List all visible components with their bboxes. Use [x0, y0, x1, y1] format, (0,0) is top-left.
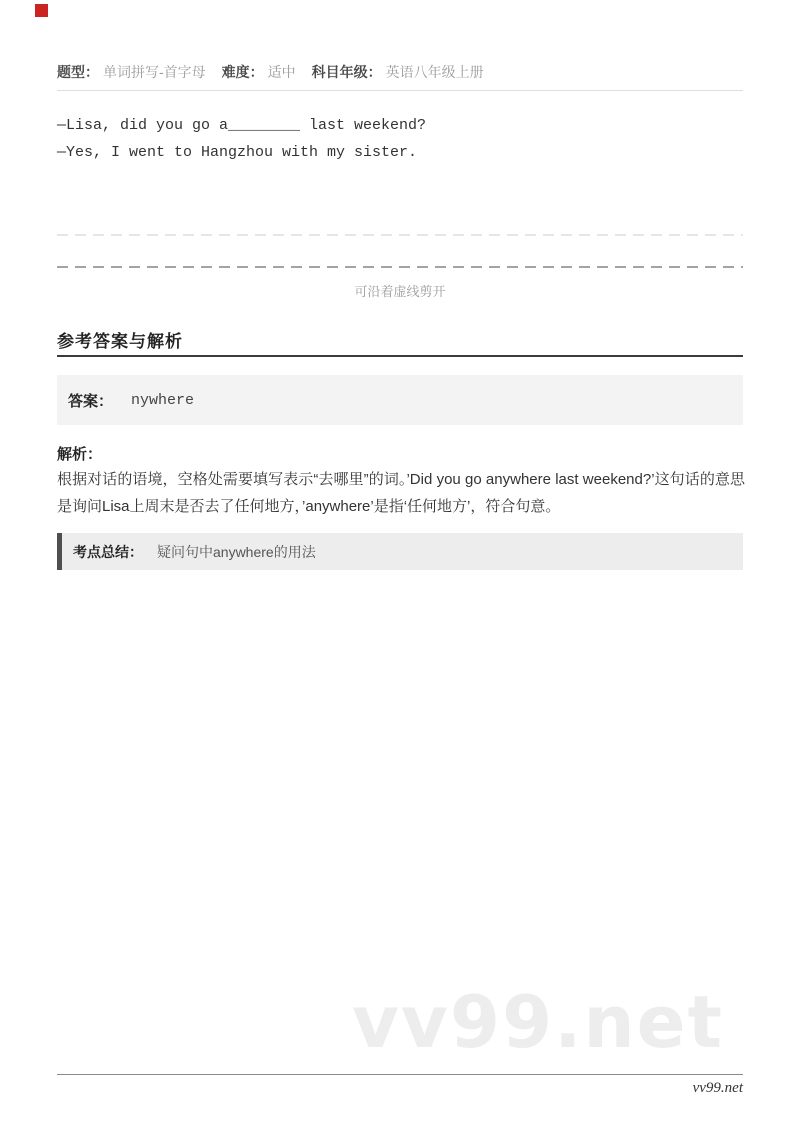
answer-section-title: 参考答案与解析 [57, 332, 183, 351]
meta-subject-label: 科目年级： [311, 64, 382, 80]
meta-type-value: 单词拼写-首字母 [103, 64, 206, 80]
keypoint-label: 考点总结： [73, 543, 143, 560]
keypoint-summary-box [57, 533, 743, 570]
header-divider [57, 90, 743, 91]
keypoint-value: 疑问句中anywhere的用法 [157, 543, 316, 560]
meta-difficulty-value: 适中 [267, 64, 296, 80]
answer-box [57, 375, 743, 425]
cut-line-top [57, 234, 743, 236]
question-line-2: —Yes, I went to Hangzhou with my sister. [57, 144, 418, 161]
cut-hint-text: 可沿着虚线剪开 [354, 284, 446, 299]
red-corner-marker [35, 4, 48, 17]
meta-type-label: 题型： [57, 64, 99, 80]
question-text [57, 112, 743, 166]
cut-line-bottom [57, 266, 743, 268]
meta-difficulty-label: 难度： [221, 64, 264, 80]
analysis-label: 解析： [57, 446, 103, 463]
site-watermark: vv99.net [352, 980, 724, 1064]
footer-divider [57, 1074, 743, 1075]
answer-value: nywhere [131, 391, 195, 409]
question-meta-row [57, 62, 743, 82]
question-line-1: —Lisa, did you go a________ last weekend? [57, 117, 427, 134]
meta-subject-value: 英语八年级上册 [385, 64, 484, 80]
answer-section-divider [57, 355, 743, 357]
footer-site-name: vv99.net [692, 1080, 743, 1096]
answer-label: 答案： [68, 392, 114, 410]
analysis-text: 根据对话的语境，空格处需要填写表示“去哪里”的词。’Did you go anywhere last weekend?’这句话的意思是询问Lisa上周末是否去了任何地方，’anywhere’是指‘任何地方’，符合句意。 [57, 471, 745, 515]
